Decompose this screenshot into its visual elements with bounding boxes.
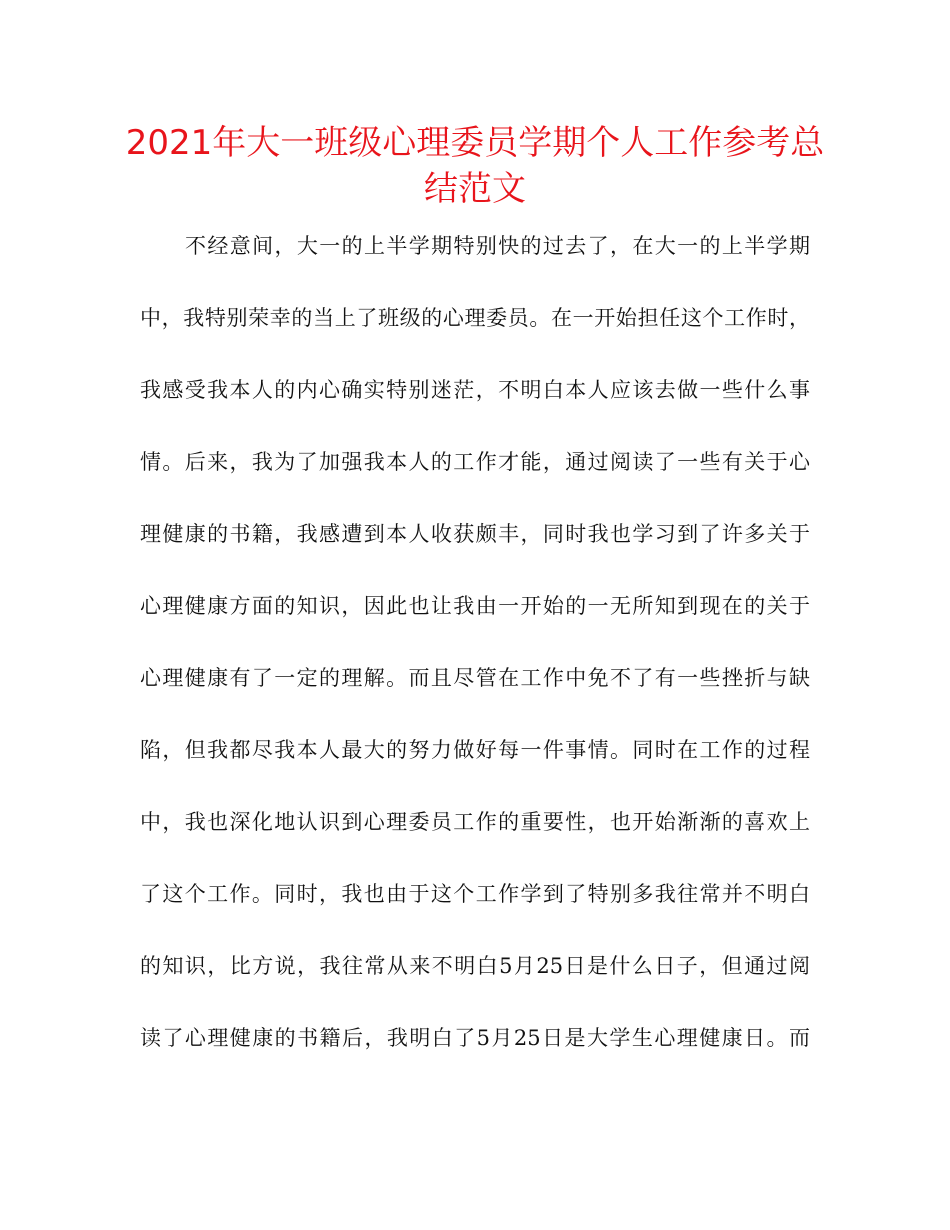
text-line: 理健康的书籍，我感遭到本人收获颇丰，同时我也学习到了许多关于	[140, 522, 810, 546]
text-line: 心理健康方面的知识，因此也让我由一开始的一无所知到现在的关于	[140, 594, 810, 618]
title-line-1: 2021年大一班级心理委员学期个人工作参考总	[125, 123, 825, 163]
text-line: 陷，但我都尽我本人最大的努力做好每一件事情。同时在工作的过程	[140, 738, 810, 762]
title-line-2: 结范文	[424, 169, 526, 209]
text-line: 心理健康有了一定的理解。而且尽管在工作中免不了有一些挫折与缺	[140, 666, 810, 690]
text-line: 情。后来，我为了加强我本人的工作才能，通过阅读了一些有关于心	[140, 450, 810, 474]
body-paragraph	[140, 220, 810, 1084]
text-line: 中，我也深化地认识到心理委员工作的重要性，也开始渐渐的喜欢上	[140, 810, 810, 834]
text-line: 中，我特别荣幸的当上了班级的心理委员。在一开始担任这个工作时，	[140, 306, 810, 330]
text-line: 不经意间，大一的上半学期特别快的过去了，在大一的上半学期	[185, 234, 810, 258]
document-title	[120, 120, 830, 212]
text-line: 读了心理健康的书籍后，我明白了5月25日是大学生心理健康日。而	[140, 1026, 810, 1050]
text-line: 的知识，比方说，我往常从来不明白5月25日是什么日子，但通过阅	[140, 954, 810, 978]
text-line: 了这个工作。同时，我也由于这个工作学到了特别多我往常并不明白	[140, 882, 810, 906]
text-line: 我感受我本人的内心确实特别迷茫，不明白本人应该去做一些什么事	[140, 378, 810, 402]
